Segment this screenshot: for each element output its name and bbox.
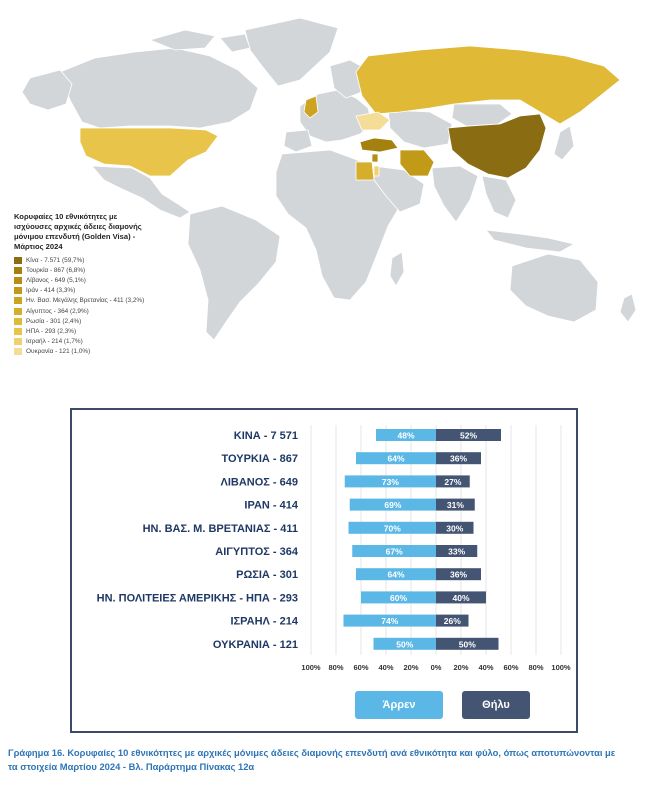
legend-item-label: Αίγυπτος - 364 (2,9%) (26, 307, 89, 315)
x-tick-label: 100% (551, 663, 571, 672)
legend-item-label: Ρωσία - 301 (2,4%) (26, 317, 82, 325)
category-label: ΡΩΣΙΑ - 301 (236, 569, 298, 582)
x-tick-label: 60% (503, 663, 519, 672)
data-label-male: 74% (381, 616, 399, 627)
legend-title-line: ισχύουσες αρχικές άδειες διαμονής (14, 222, 142, 231)
data-label-male: 64% (387, 453, 405, 464)
data-label-male: 70% (383, 523, 401, 534)
x-tick-label: 40% (378, 663, 394, 672)
legend-title-line: Κορυφαίες 10 εθνικότητες με (14, 212, 118, 221)
legend-female-label: Θήλυ (482, 699, 510, 711)
x-tick-label: 20% (403, 663, 419, 672)
legend-item-label: Ουκρανία - 121 (1,0%) (26, 348, 91, 356)
data-label-female: 26% (443, 616, 461, 627)
data-label-female: 36% (449, 569, 468, 580)
legend-title-line: μόνιμου επενδυτή (Golden Visa) - (14, 232, 136, 241)
data-label-male: 73% (381, 476, 399, 487)
legend-male-button (355, 691, 443, 719)
x-tick-label: 80% (528, 663, 544, 672)
legend-item-label: Λίβανος - 649 (5,1%) (26, 276, 86, 284)
category-label: ΙΡΑΝ - 414 (244, 499, 298, 512)
category-label: ΟΥΚΡΑΝΙΑ - 121 (212, 638, 298, 651)
legend-item-label: Ην. Βασ. Μεγάλης Βρετανίας - 411 (3,2%) (26, 297, 145, 305)
legend-male-label: Άρρεν (382, 699, 416, 711)
data-label-male: 48% (397, 430, 415, 441)
data-label-female: 30% (446, 523, 464, 534)
legend-title-line: Μάρτιος 2024 (14, 242, 63, 251)
data-label-male: 60% (389, 592, 408, 603)
category-label: ΚΙΝΑ - 7 571 (233, 430, 298, 442)
x-tick-label: 40% (478, 663, 494, 672)
data-label-male: 50% (396, 639, 414, 650)
data-label-female: 50% (458, 639, 476, 650)
data-label-male: 69% (384, 500, 402, 511)
legend-item-label: Ισραήλ - 214 (1,7%) (26, 338, 83, 346)
data-label-male: 67% (385, 546, 403, 557)
legend-item-label: ΗΠΑ - 293 (2,3%) (26, 327, 77, 335)
figure-caption (8, 746, 644, 774)
category-label: ΗΝ. ΒΑΣ. Μ. ΒΡΕΤΑΝΙΑΣ - 411 (142, 522, 298, 535)
x-tick-label: 60% (353, 663, 369, 672)
legend-item-label: Ιράν - 414 (3,3%) (26, 287, 76, 295)
legend-female-button (462, 691, 530, 719)
data-label-female: 40% (452, 592, 470, 603)
caption-line: τα στοιχεία Μαρτίου 2024 - Βλ. Παράρτημα Πίνακας 12α (8, 761, 255, 772)
category-label: ΤΟΥΡΚΙΑ - 867 (221, 453, 298, 466)
category-label: ΑΙΓΥΠΤΟΣ - 364 (215, 546, 298, 558)
data-label-female: 27% (444, 476, 462, 487)
category-label: ΙΣΡΑΗΛ - 214 (230, 615, 298, 628)
legend-item-label: Τουρκία - 867 (6,8%) (26, 266, 86, 274)
x-tick-label: 80% (328, 663, 344, 672)
legend-item-label: Κίνα - 7.571 (59,7%) (26, 256, 85, 264)
caption-line: Γράφημα 16. Κορυφαίες 10 εθνικότητες με αρχικές μόνιμες άδειες διαμονής επενδυτή ανά εθνικότητα και φύλο, όπως αποτυπώνονται με (8, 747, 616, 758)
data-label-male: 64% (387, 569, 405, 580)
x-tick-label: 20% (453, 663, 469, 672)
category-label: ΗΝ. ΠΟΛΙΤΕΙΕΣ ΑΜΕΡΙΚΗΣ - ΗΠΑ - 293 (96, 592, 298, 605)
data-label-female: 31% (446, 500, 464, 511)
data-label-female: 52% (459, 430, 478, 441)
data-label-female: 33% (448, 546, 466, 557)
data-label-female: 36% (449, 453, 468, 464)
x-tick-label: 0% (430, 663, 442, 672)
x-tick-label: 100% (301, 663, 321, 672)
category-label: ΛΙΒΑΝΟΣ - 649 (220, 476, 298, 489)
